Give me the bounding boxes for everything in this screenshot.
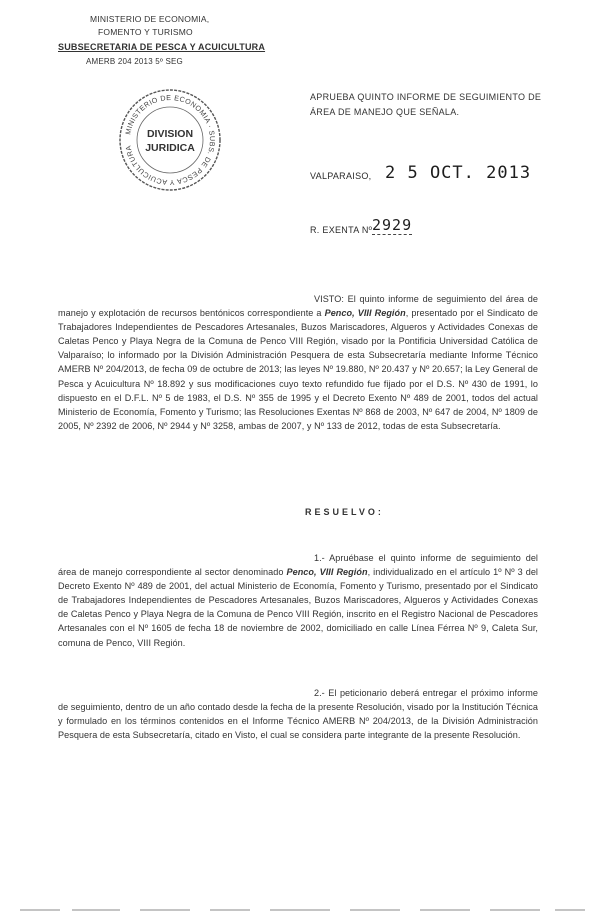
date-line	[310, 163, 570, 183]
exenta-prefix: R. EXENTA Nº	[310, 225, 373, 235]
header-subsecretaria: SUBSECRETARIA DE PESCA Y ACUICULTURA	[58, 42, 266, 52]
date-stamp: 2 5 OCT. 2013	[385, 163, 532, 183]
visto-paragraph	[58, 292, 538, 433]
resolution-subject: APRUEBA QUINTO INFORME DE SEGUIMIENTO DE ÁREA DE MANEJO QUE SEÑALA.	[310, 92, 542, 117]
footer-scan-marks	[0, 905, 600, 915]
exenta-line	[310, 216, 510, 238]
date-prefix: VALPARAISO,	[310, 171, 372, 181]
point1-text-a: 1.- Apruébase el quinto informe de seguimiento del área de manejo correspondiente al sector denominado	[58, 553, 538, 578]
point1-location: Penco, VIII Región	[286, 567, 368, 578]
seal-center-line2: JURIDICA	[145, 142, 195, 154]
header-reference: AMERB 204 2013 5º SEG	[86, 57, 183, 66]
division-juridica-seal	[115, 85, 225, 195]
resolution-point-1	[58, 551, 538, 650]
visto-text-a: VISTO: El quinto informe de seguimiento del área de manejo y explotación de recursos bentónicos correspondiente a	[58, 294, 538, 319]
seal-ring-text: MINISTERIO DE ECONOMIA · SUBS. DE PESCA Y ACUICULTURA	[123, 92, 218, 188]
header-ministry-cont: FOMENTO Y TURISMO	[98, 27, 193, 37]
resuelvo-heading: RESUELVO:	[305, 507, 384, 517]
resolution-point-2: 2.- El peticionario deberá entregar el próximo informe de seguimiento, dentro de un año contado desde la fecha de la presente Resolución, visado por la Institución Técnica y formulado en los términos contenidos en el Informe Técnico AMERB Nº 204/2013, de la División Administración Pesquera de esta Subsecretaría, citado en Visto, el cual se considera parte integrante de la presente Resolución.	[58, 688, 538, 741]
visto-location: Penco, VIII Región	[324, 308, 406, 319]
seal-center-line1: DIVISION	[146, 128, 194, 140]
header-ministry: MINISTERIO DE ECONOMIA,	[90, 14, 210, 24]
point1-text-b: , individualizado en el artículo 1º Nº 3 del Decreto Exento Nº 489 de 2001, del actual Ministerio de Economía, Fomento y Turismo, presentado por el Sindicato de Trabajadores Independientes de Pescadores Artesanales, Buzos Mariscadores, Algueros y Actividades Conexas de Caletas Penco y Playa Negra de la Comuna de Penco VIII Región, inscrito en el Registro Nacional de Pescadores Artesanales con el Nº 1605 de fecha 18 de noviembre de 2002, domiciliado en calle Línea Férrea Nº 9, Caleta Sur, comuna de Penco, VIII Región.	[58, 567, 538, 648]
exenta-number: 2929	[372, 216, 413, 234]
visto-text-b: , presentado por el Sindicato de Trabajadores Independientes de Pescadores Artesanales, Buzos Mariscadores, Algueros y Actividades Conexas de Caletas Penco y Playa Negra de la Comuna de Penco VIII Región, visado por la Pontificia Universidad Católica de Valparaíso; lo informado por la División Administración Pesquera de esta Subsecretaría mediante Informe Técnico AMERB Nº 204/2013, de fecha 09 de octubre de 2013; las leyes Nº 19.880, Nº 20.437 y Nº 20.657; la Ley General de Pesca y Acuicultura Nº 18.892 y sus modificaciones cuyo texto refundido fue fijado por el D.S. Nº 430 de 1991, lo dispuesto en el D.F.L. Nº 5 de 1983, el D.S. Nº 355 de 1995 y el Decreto Exento Nº 489 de 2001, todos del actual Ministerio de Economía, Fomento y Turismo; las Resoluciones Exentas Nº 868 de 2003, Nº 647 de 2004, Nº 1809 de 2005, Nº 2392 de 2006, Nº 2944 y Nº 3258, ambas de 2007, y Nº 133 de 2012, todas de esta Subsecretaría.	[58, 308, 538, 431]
